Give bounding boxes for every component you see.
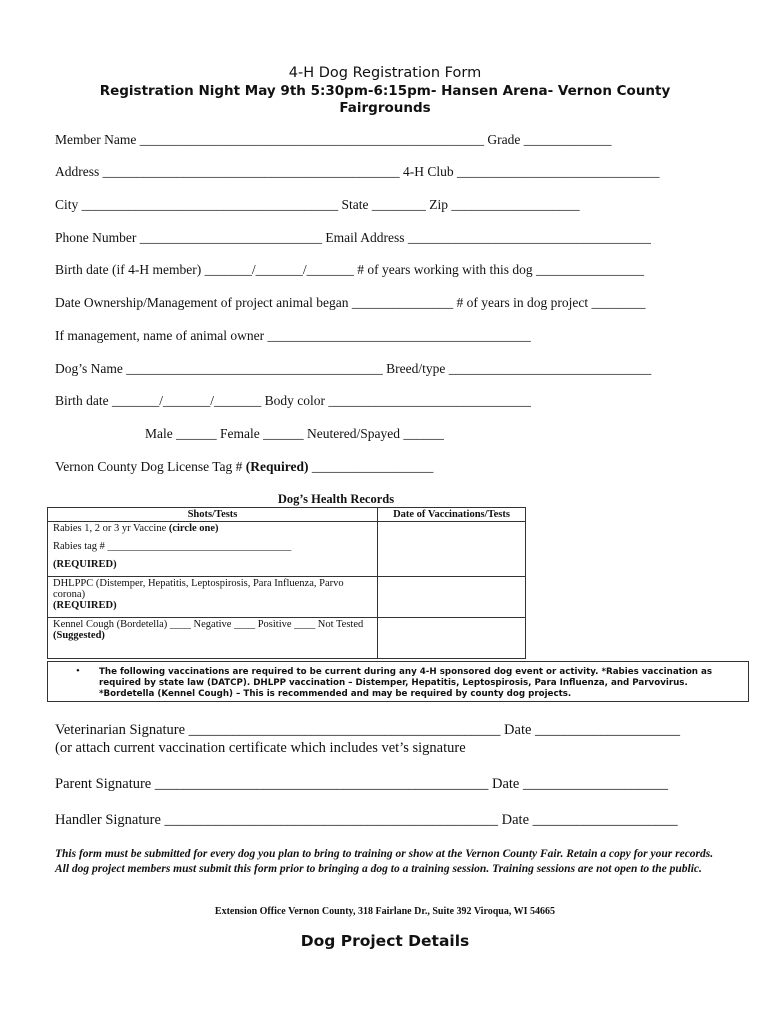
rabies-required: (REQUIRED) xyxy=(53,559,117,570)
birth-date-field[interactable]: Birth date (if 4-H member) _______/_______/_______ # of years working with this dog ________________ xyxy=(55,262,645,277)
form-subtitle: Registration Night May 9th 5:30pm-6:15pm- Hansen Arena- Vernon County Fairgrounds xyxy=(99,83,671,116)
parent-signature-field[interactable]: Parent Signature ______________________________________________ Date ____________________ xyxy=(55,776,668,792)
sex-fields[interactable]: Male ______ Female ______ Neutered/Spayed ______ xyxy=(145,426,444,441)
dhlppc-row xyxy=(48,577,378,618)
kennel-cough-date-cell[interactable] xyxy=(378,618,526,659)
bullet-icon: • xyxy=(76,665,80,677)
form-title: 4-H Dog Registration Form xyxy=(288,65,482,81)
dhlppc-date-cell[interactable] xyxy=(378,577,526,618)
rabies-tag[interactable]: Rabies tag # ___________________________________ xyxy=(53,541,292,552)
member-name-field[interactable]: Member Name ___________________________________________________ Grade _____________ xyxy=(55,132,612,147)
dog-project-details-heading: Dog Project Details xyxy=(300,932,470,950)
rabies-label: Rabies 1, 2 or 3 yr Vaccine xyxy=(53,523,169,534)
veterinarian-note: (or attach current vaccination certificate which includes vet’s signature xyxy=(55,740,466,756)
rabies-row xyxy=(48,522,378,577)
kennel-cough-suggested: (Suggested) xyxy=(53,630,105,641)
license-required-label: (Required) xyxy=(245,459,309,474)
veterinarian-signature-field[interactable]: Veterinarian Signature ___________________________________________ Date ____________________ xyxy=(55,722,681,738)
phone-field[interactable]: Phone Number ___________________________ Email Address ____________________________________ xyxy=(55,230,651,245)
ownership-date-field[interactable]: Date Ownership/Management of project animal began _______________ # of years in dog project ________ xyxy=(55,295,646,310)
health-records-title: Dog’s Health Records xyxy=(277,492,395,506)
address-field[interactable]: Address ____________________________________________ 4-H Club ______________________________ xyxy=(55,164,660,179)
health-records-table xyxy=(47,507,526,659)
shots-header: Shots/Tests xyxy=(48,508,378,522)
submission-note: This form must be submitted for every dog you plan to bring to training or show at the Vernon County Fair. Retain a copy for your records. All dog project members must submit this form prior to bringing a dog to a training session. Training sessions are not open to the public. xyxy=(55,848,714,875)
dhlppc-label: DHLPPC (Distemper, Hepatitis, Leptospirosis, Para Influenza, Parvo corona) xyxy=(53,578,344,600)
city-field[interactable]: City ______________________________________ State ________ Zip ___________________ xyxy=(55,197,580,212)
license-tag-line[interactable]: __________________ xyxy=(308,459,434,474)
kennel-cough-label[interactable]: Kennel Cough (Bordetella) ____ Negative ____ Positive ____ Not Tested xyxy=(53,619,364,630)
rabies-circle: (circle one) xyxy=(168,523,219,534)
extension-office-address: Extension Office Vernon County, 318 Fairlane Dr., Suite 392 Viroqua, WI 54665 xyxy=(214,906,556,917)
vaccination-note-text: The following vaccinations are required to be current during any 4-H sponsored dog event or activity. *Rabies vaccination as required by state law (DATCP). DHLPP vaccination – Distemper, Hepatitis, Leptospirosis, Para Influenza, and Parvovirus. *Bordetella (Kennel Cough) – This is recommended and may be required by county dog projects. xyxy=(99,667,713,699)
management-owner-field[interactable]: If management, name of animal owner _______________________________________ xyxy=(55,328,531,343)
rabies-date-cell[interactable] xyxy=(378,522,526,577)
license-tag-label: Vernon County Dog License Tag # xyxy=(55,459,246,474)
dog-name-field[interactable]: Dog’s Name ______________________________________ Breed/type ______________________________ xyxy=(55,361,652,376)
dog-birth-date-field[interactable]: Birth date _______/_______/_______ Body color ______________________________ xyxy=(55,393,531,408)
kennel-cough-row xyxy=(48,618,378,659)
license-tag-field[interactable] xyxy=(55,459,433,475)
vaccination-note-box xyxy=(47,661,749,702)
date-header: Date of Vaccinations/Tests xyxy=(378,508,526,522)
handler-signature-field[interactable]: Handler Signature ______________________________________________ Date ____________________ xyxy=(55,812,678,828)
dhlppc-required: (REQUIRED) xyxy=(53,600,117,611)
